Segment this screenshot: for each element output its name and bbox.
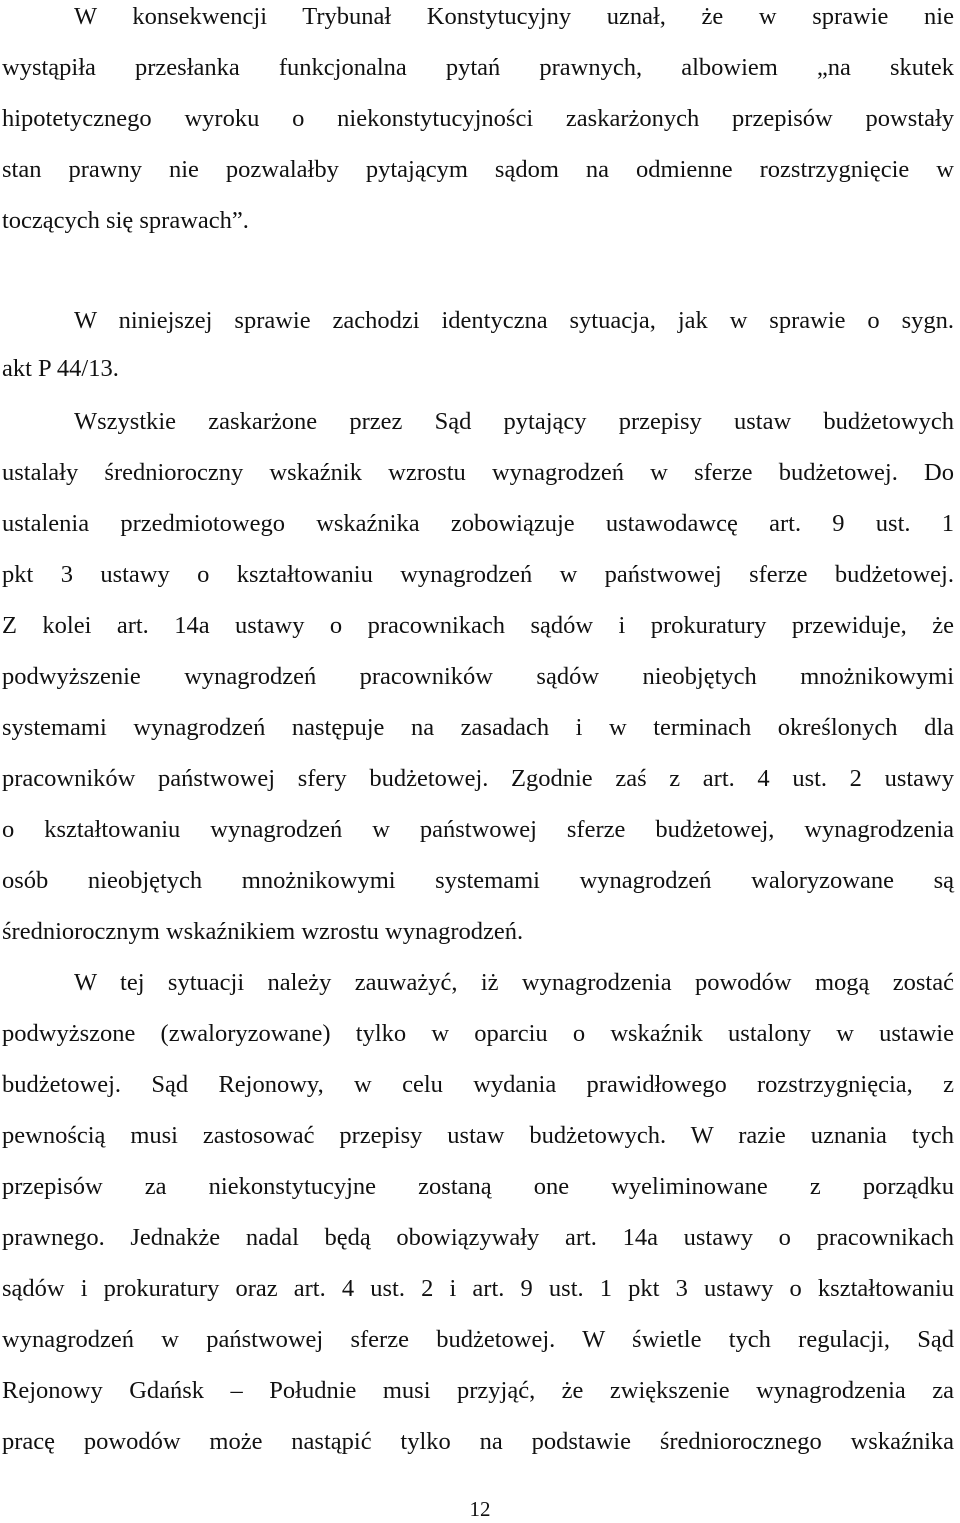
paragraph-line: prawnego. Jednakże nadal będą obowiązywały art. 14a ustawy o pracownikach <box>2 1224 954 1251</box>
paragraph-line: pkt 3 ustawy o kształtowaniu wynagrodzeń w państwowej sferze budżetowej. <box>2 561 954 588</box>
paragraph-line: sądów i prokuratury oraz art. 4 ust. 2 i art. 9 ust. 1 pkt 3 ustawy o kształtowaniu <box>2 1275 954 1302</box>
paragraph-line: W tej sytuacji należy zauważyć, iż wynagrodzenia powodów mogą zostać <box>74 969 954 996</box>
paragraph-4 <box>2 957 954 1467</box>
paragraph-line: średniorocznym wskaźnikiem wzrostu wynagrodzeń. <box>2 918 524 945</box>
paragraph-line: Wszystkie zaskarżone przez Sąd pytający przepisy ustaw budżetowych <box>74 408 954 435</box>
paragraph-line: wynagrodzeń w państwowej sferze budżetowej. W świetle tych regulacji, Sąd <box>2 1326 954 1353</box>
paragraph-line: budżetowej. Sąd Rejonowy, w celu wydania prawidłowego rozstrzygnięcia, z <box>2 1071 954 1098</box>
paragraph-line: ustalały średnioroczny wskaźnik wzrostu wynagrodzeń w sferze budżetowej. Do <box>2 459 954 486</box>
paragraph-line: systemami wynagrodzeń następuje na zasadach i w terminach określonych dla <box>2 714 954 741</box>
paragraph-1 <box>2 0 954 246</box>
paragraph-line: akt P 44/13. <box>2 355 119 382</box>
paragraph-line: stan prawny nie pozwalałby pytającym sądom na odmienne rozstrzygnięcie w <box>2 156 954 183</box>
paragraph-line: wystąpiła przesłanka funkcjonalna pytań prawnych, albowiem „na skutek <box>2 54 954 81</box>
paragraph-line: W niniejszej sprawie zachodzi identyczna sytuacja, jak w sprawie o sygn. <box>74 307 954 334</box>
paragraph-line: pracę powodów może nastąpić tylko na podstawie średniorocznego wskaźnika <box>2 1428 954 1455</box>
paragraph-line: Rejonowy Gdańsk – Południe musi przyjąć, że zwiększenie wynagrodzenia za <box>2 1377 954 1404</box>
paragraph-line: toczących się sprawach”. <box>2 207 249 234</box>
paragraph-3 <box>2 396 954 957</box>
page-number: 12 <box>469 1497 491 1521</box>
paragraph-line: Z kolei art. 14a ustawy o pracownikach sądów i prokuratury przewiduje, że <box>2 612 954 639</box>
paragraph-line: podwyższenie wynagrodzeń pracowników sądów nieobjętych mnożnikowymi <box>2 663 954 690</box>
paragraph-line: przepisów za niekonstytucyjne zostaną one wyeliminowane z porządku <box>2 1173 954 1200</box>
paragraph-line: pracowników państwowej sfery budżetowej. Zgodnie zaś z art. 4 ust. 2 ustawy <box>2 765 954 792</box>
paragraph-line: hipotetycznego wyroku o niekonstytucyjności zaskarżonych przepisów powstały <box>2 105 954 132</box>
paragraph-line: ustalenia przedmiotowego wskaźnika zobowiązuje ustawodawcę art. 9 ust. 1 <box>2 510 954 537</box>
paragraph-line: W konsekwencji Trybunał Konstytucyjny uznał, że w sprawie nie <box>74 3 954 30</box>
paragraph-line: o kształtowaniu wynagrodzeń w państwowej sferze budżetowej, wynagrodzenia <box>2 816 954 843</box>
paragraph-line: osób nieobjętych mnożnikowymi systemami wynagrodzeń waloryzowane są <box>2 867 954 894</box>
paragraph-line: podwyższone (zwaloryzowane) tylko w oparciu o wskaźnik ustalony w ustawie <box>2 1020 954 1047</box>
paragraph-2 <box>2 295 954 346</box>
paragraph-line: pewnością musi zastosować przepisy ustaw budżetowych. W razie uznania tych <box>2 1122 954 1149</box>
paragraph-2-end <box>2 343 954 394</box>
